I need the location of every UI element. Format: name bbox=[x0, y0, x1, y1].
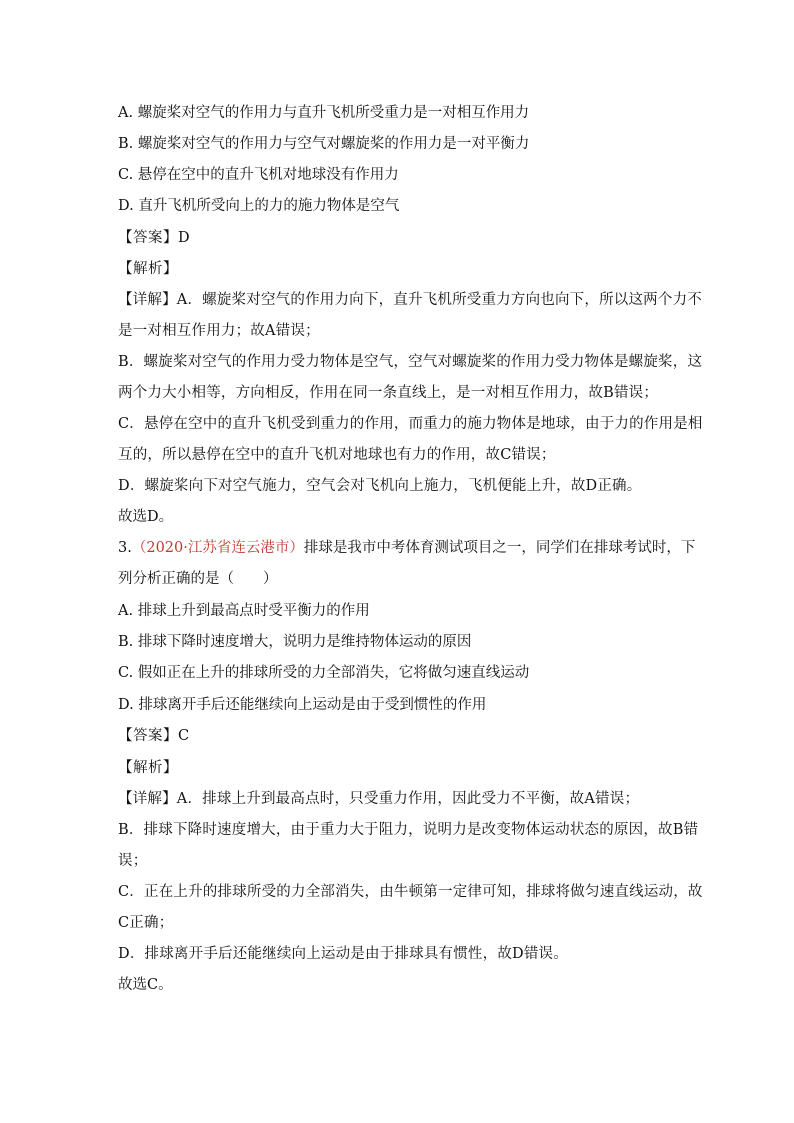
q2-option-c: C. 悬停在空中的直升飞机对地球没有作用力 bbox=[118, 167, 399, 183]
q2-option-d: D. 直升飞机所受向上的力的施力物体是空气 bbox=[118, 198, 400, 214]
q3-option-b: B. 排球下降时速度增大，说明力是维持物体运动的原因 bbox=[118, 634, 472, 650]
q3-conclusion: 故选C。 bbox=[118, 977, 173, 993]
q3-detail-line: 【详解】A．排球上升到最高点时，只受重力作用，因此受力不平衡，故A错误； bbox=[118, 791, 640, 807]
q2-detail-line: D．螺旋桨向下对空气施力，空气会对飞机向上施力，飞机便能上升，故D正确。 bbox=[118, 478, 642, 494]
q3-stem bbox=[118, 538, 695, 558]
q2-detail-line: 是一对相互作用力；故A错误； bbox=[118, 323, 320, 339]
q3-detail-line: 误； bbox=[118, 853, 148, 869]
q3-detail-line: B．排球下降时速度增大，由于重力大于阻力，说明力是改变物体运动状态的原因，故B错 bbox=[118, 822, 699, 838]
q3-source: （2020·江苏省连云港市） bbox=[131, 540, 304, 556]
q2-option-a: A. 螺旋桨对空气的作用力与直升飞机所受重力是一对相互作用力 bbox=[118, 105, 530, 121]
q3-stem-text: 排球是我市中考体育测试项目之一，同学们在排球考试时，下 bbox=[303, 540, 696, 556]
q3-option-c: C. 假如正在上升的排球所受的力全部消失，它将做匀速直线运动 bbox=[118, 665, 530, 681]
q2-detail-line: C．悬停在空中的直升飞机受到重力的作用，而重力的施力物体是地球，由于力的作用是相 bbox=[118, 416, 703, 432]
q3-detail-line: C正确； bbox=[118, 915, 174, 931]
q2-detail-line: 互的，所以悬停在空中的直升飞机对地球也有力的作用，故C错误； bbox=[118, 447, 556, 463]
q2-conclusion: 故选D。 bbox=[118, 509, 174, 525]
q3-detail-line: D．排球离开手后还能继续向上运动是由于排球具有惯性，故D错误。 bbox=[118, 946, 568, 962]
q3-detail-line: C．正在上升的排球所受的力全部消失，由牛顿第一定律可知，排球将做匀速直线运动，故 bbox=[118, 884, 703, 900]
q3-option-d: D. 排球离开手后还能继续向上运动是由于受到惯性的作用 bbox=[118, 697, 487, 713]
q3-analysis-heading: 【解析】 bbox=[118, 760, 178, 776]
q2-option-b: B. 螺旋桨对空气的作用力与空气对螺旋桨的作用力是一对平衡力 bbox=[118, 136, 530, 152]
q2-detail-line: 【详解】A．螺旋桨对空气的作用力向下，直升飞机所受重力方向也向下，所以这两个力不 bbox=[118, 292, 702, 308]
q2-answer: 【答案】D bbox=[118, 230, 191, 246]
q2-detail-line: B．螺旋桨对空气的作用力受力物体是空气，空气对螺旋桨的作用力受力物体是螺旋桨，这 bbox=[118, 354, 703, 370]
q3-number: 3. bbox=[118, 540, 132, 556]
q2-detail-line: 两个力大小相等，方向相反，作用在同一条直线上，是一对相互作用力，故B错误； bbox=[118, 385, 659, 401]
q3-option-a: A. 排球上升到最高点时受平衡力的作用 bbox=[118, 603, 370, 619]
q3-stem-continuation: 列分析正确的是（ ） bbox=[118, 571, 278, 587]
q3-answer: 【答案】C bbox=[118, 728, 190, 744]
q2-analysis-heading: 【解析】 bbox=[118, 261, 178, 277]
